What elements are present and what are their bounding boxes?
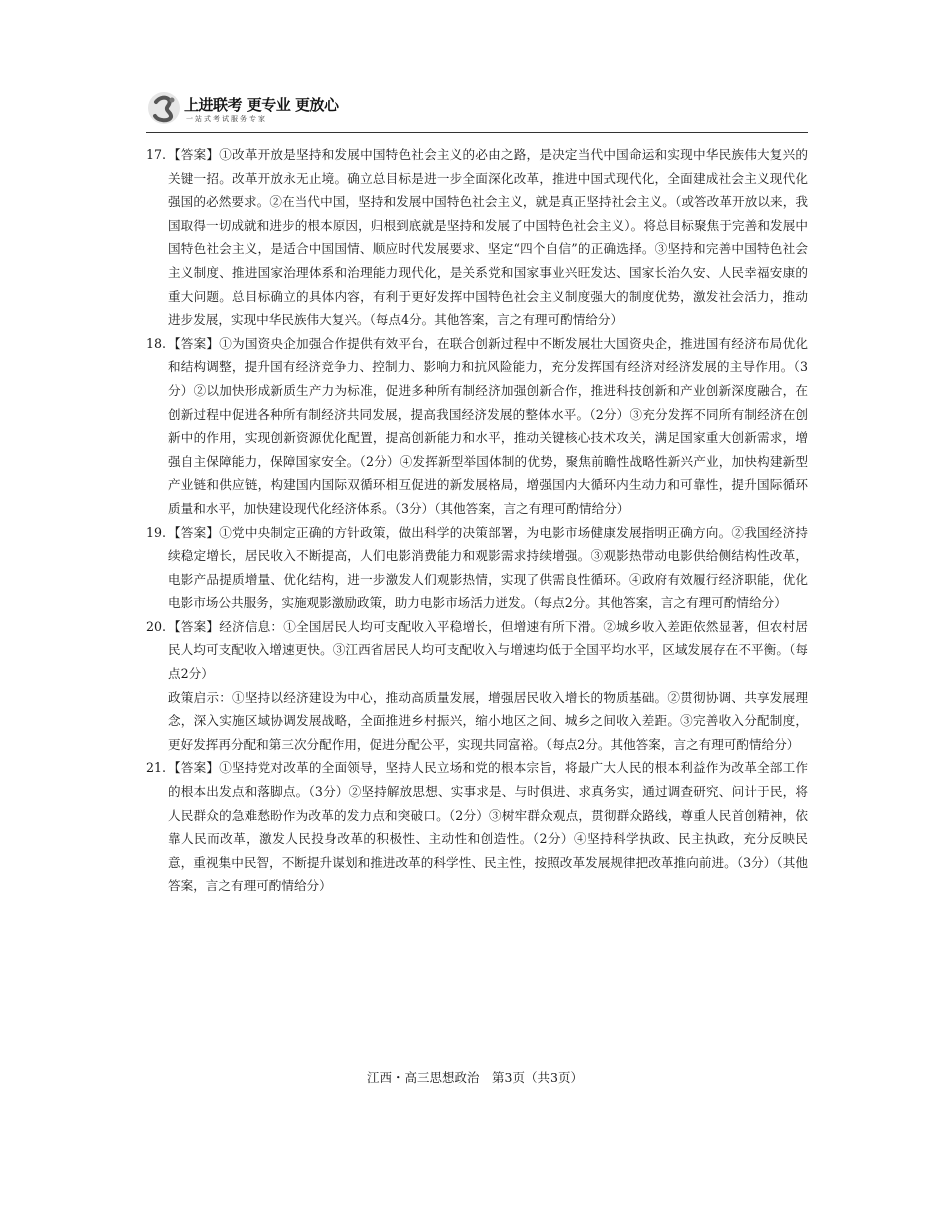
answer-text: 【答案】经济信息：①全国居民人均可支配收入平稳增长，但增速有所下滑。②城乡收入差距依然显著，但农村居民人均可支配收入增速更快。③江西省居民人均可支配收入与增速均低于全国平均水平，区域发展存在不平衡。（每点2分） <box>168 618 808 682</box>
question-number: 21. <box>146 760 167 776</box>
answer-text: 【答案】①党中央制定正确的方针政策，做出科学的决策部署，为电影市场健康发展指明正确方向。②我国经济持续稳定增长，居民收入不断提高，人们电影消费能力和观影需求持续增强。③观影热带动电影供给侧结构性改革，电影产品提质增量、优化结构，进一步激发人们观影热情，实现了供需良性循环。④政府有效履行经济职能，优化电影市场公共服务，实施观影激励政策，助力电影市场活力迸发。（每点2分。其他答案，言之有理可酌情给分） <box>168 524 808 611</box>
logo-icon <box>146 90 182 126</box>
answer-text: 【答案】①为国资央企加强合作提供有效平台，在联合创新过程中不断发展壮大国资央企，推进国有经济布局优化和结构调整，提升国有经济竞争力、控制力、影响力和抗风险能力，充分发挥国有经济对经济发展的主导作用。（3分）②以加快形成新质生产力为标准，促进多种所有制经济加强创新合作，推进科技创新和产业创新深度融合，在创新过程中促进各种所有制经济共同发展，提高我国经济发展的整体水平。（2分）③充分发挥不同所有制经济在创新中的作用，实现创新资源优化配置，提高创新能力和水平，推动关键核心技术攻关，满足国家重大创新需求，增强自主保障能力，保障国家安全。（2分）④发挥新型举国体制的优势，聚焦前瞻性战略性新兴产业，加快构建新型产业链和供应链，构建国内国际双循环相互促进的新发展格局，增强国内大循环内生动力和可靠性，提升国际循环质量和水平，加快建设现代化经济体系。（3分）（其他答案，言之有理可酌情给分） <box>168 335 808 516</box>
answer-text: 【答案】①坚持党对改革的全面领导，坚持人民立场和党的根本宗旨，将最广大人民的根本利益作为改革全部工作的根本出发点和落脚点。（3分）②坚持解放思想、实事求是、与时俱进、求真务实，通过调查研究、问计于民，将人民群众的急难愁盼作为改革的发力点和突破口。（2分）③树牢群众观点，贯彻群众路线，尊重人民首创精神，依靠人民而改革，激发人民投身改革的积极性、主动性和创造性。（2分）④坚持科学执政、民主执政，充分反映民意，重视集中民智，不断提升谋划和推进改革的科学性、民主性，按照改革发展规律把改革推向前进。（3分）（其他答案，言之有理可酌情给分） <box>168 760 808 894</box>
answer-19 <box>146 521 808 615</box>
question-number: 18. <box>146 335 167 351</box>
answer-17 <box>146 143 808 332</box>
answer-20 <box>146 615 808 686</box>
question-number: 19. <box>146 524 167 540</box>
brand-subtitle: 一站式考试服务专家 <box>186 115 267 123</box>
answer-21 <box>146 756 808 898</box>
header-divider <box>146 132 808 133</box>
page-header <box>146 90 486 132</box>
page-footer: 江西・高三思想政治 第3页（共3页） <box>367 1070 583 1085</box>
answer-18 <box>146 332 808 521</box>
answer-text: 【答案】①改革开放是坚持和发展中国特色社会主义的必由之路，是决定当代中国命运和实现中华民族伟大复兴的关键一招。改革开放永无止境。确立总目标是进一步全面深化改革，推进中国式现代化，全面建成社会主义现代化强国的必然要求。②在当代中国，坚持和发展中国特色社会主义，就是真正坚持社会主义。（或答改革开放以来，我国取得一切成就和进步的根本原因，归根到底就是坚持和发展了中国特色社会主义）。将总目标聚焦于完善和发展中国特色社会主义，是适合中国国情、顺应时代发展要求、坚定“四个自信”的正确选择。③坚持和完善中国特色社会主义制度、推进国家治理体系和治理能力现代化，是关系党和国家事业兴旺发达、国家长治久安、人民幸福安康的重大问题。总目标确立的具体内容，有利于更好发挥中国特色社会主义制度强大的制度优势，激发社会活力，推动进步发展，实现中华民族伟大复兴。（每点4分。其他答案，言之有理可酌情给分） <box>168 147 808 328</box>
question-number: 20. <box>146 618 167 634</box>
answer-20-policy: 政策启示：①坚持以经济建设为中心，推动高质量发展，增强居民收入增长的物质基础。②贯彻协调、共享发展理念，深入实施区域协调发展战略，全面推进乡村振兴，缩小地区之间、城乡之间收入差距。③完善收入分配制度，更好发挥再分配和第三次分配作用，促进分配公平，实现共同富裕。（每点2分。其他答案，言之有理可酌情给分） <box>168 689 808 752</box>
answer-list <box>146 143 808 898</box>
question-number: 17. <box>146 147 167 162</box>
brand-slogan: 上进联考 更专业 更放心 <box>184 96 339 114</box>
